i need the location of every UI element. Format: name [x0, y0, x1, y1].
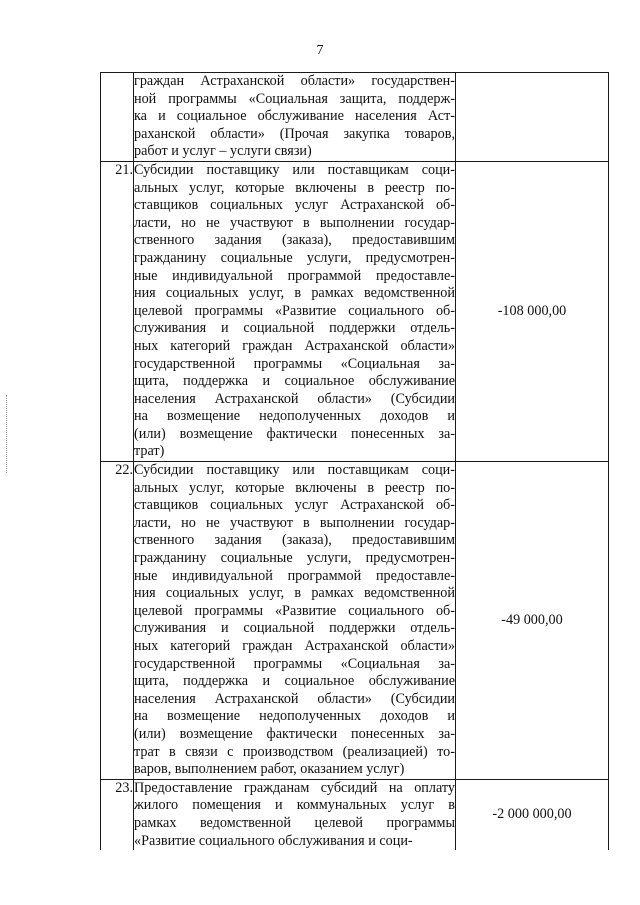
description-line: служивания и социальной поддержки отдель- — [134, 620, 455, 637]
description-line: варов, выполнением работ, оказанием услуг) — [134, 761, 405, 778]
row-amount: -2 000 000,00 — [456, 779, 609, 850]
row-description — [134, 73, 456, 162]
description-line: служивания и социальной поддержки отдель- — [134, 320, 455, 337]
row-amount: -49 000,00 — [456, 462, 609, 780]
description-line: ласти, но не участвуют в выполнении государ- — [134, 514, 455, 531]
description-line: ственного задания (заказа), предоставившим — [134, 232, 455, 249]
description-line: на возмещение недополученных доходов и — [134, 408, 455, 425]
description-line: государственной программы «Социальная за- — [134, 355, 455, 372]
description-line: гражданину социальные услуги, предусмотрен- — [134, 550, 455, 567]
description-line: Субсидии поставщику или поставщикам соци- — [134, 462, 455, 479]
description-line: работ и услуг – услуги связи) — [134, 143, 312, 160]
description-line: ных категорий граждан Астраханской области» — [134, 638, 455, 654]
description-line: ные индивидуальной программой предоставле- — [134, 567, 455, 584]
description-line: ной программы «Социальная защита, поддерж- — [134, 90, 455, 107]
description-line: альных услуг, которые включены в реестр по- — [134, 479, 455, 496]
description-line: (или) возмещение фактически понесенных за- — [134, 425, 455, 442]
description-line: (или) возмещение фактически понесенных за- — [134, 725, 455, 742]
description-line: Субсидии поставщику или поставщикам соци- — [134, 161, 455, 178]
description-line: раханской области» (Прочая закупка товаров, — [134, 125, 455, 142]
description-line: ные индивидуальной программой предоставле- — [134, 267, 455, 284]
table-row — [101, 161, 609, 461]
row-amount — [456, 73, 609, 162]
description-line: населения Астраханской области» (Субсидии — [134, 690, 455, 707]
row-number: 21. — [101, 161, 134, 461]
description-line: на возмещение недополученных доходов и — [134, 708, 455, 725]
row-number: 23. — [101, 779, 134, 850]
description-line: жилого помещения и коммунальных услуг в — [134, 797, 455, 814]
row-number — [101, 73, 134, 162]
description-line: трат) — [134, 443, 165, 460]
description-line: ласти, но не участвуют в выполнении государ- — [134, 214, 455, 231]
row-amount: -108 000,00 — [456, 161, 609, 461]
table-row — [101, 779, 609, 850]
description-line: ных категорий граждан Астраханской области» — [134, 337, 455, 354]
description-line: ставщиков социальных услуг Астраханской об- — [134, 197, 455, 214]
table-row — [101, 73, 609, 162]
description-line: рамках ведомственной целевой программы — [134, 814, 455, 831]
table-row — [101, 462, 609, 780]
description-line: ставщиков социальных услуг Астраханской об- — [134, 497, 455, 514]
description-line: щита, поддержка и социальное обслуживание — [134, 673, 455, 690]
description-line: «Развитие социального обслуживания и соци- — [134, 832, 413, 849]
description-line: щита, поддержка и социальное обслуживание — [134, 373, 455, 390]
description-line: Предоставление гражданам субсидий на оплату — [134, 779, 455, 796]
page-number: 7 — [316, 43, 324, 58]
description-line: ния социальных услуг, в рамках ведомственной — [134, 585, 455, 602]
description-line: населения Астраханской области» (Субсидии — [134, 390, 455, 407]
description-line: целевой программы «Развитие социального об- — [134, 602, 455, 619]
budget-table — [100, 72, 609, 850]
description-line: гражданину социальные услуги, предусмотрен- — [134, 249, 455, 266]
description-line: целевой программы «Развитие социального об- — [134, 302, 455, 319]
description-line: альных услуг, которые включены в реестр по- — [134, 179, 455, 196]
row-description — [134, 161, 456, 461]
description-line: ка и социальное обслуживание населения Аст- — [134, 108, 455, 125]
description-line: ственного задания (заказа), предоставившим — [134, 532, 455, 549]
row-description — [134, 462, 456, 780]
description-line: ния социальных услуг, в рамках ведомственной — [134, 285, 455, 302]
row-number: 22. — [101, 462, 134, 780]
row-description — [134, 779, 456, 850]
table-body — [101, 73, 609, 851]
description-line: трат в связи с производством (реализацией) то- — [134, 743, 455, 760]
description-line: государственной программы «Социальная за- — [134, 655, 455, 672]
scan-margin-mark — [6, 395, 8, 473]
description-line: граждан Астраханской области» государствен- — [134, 73, 455, 89]
